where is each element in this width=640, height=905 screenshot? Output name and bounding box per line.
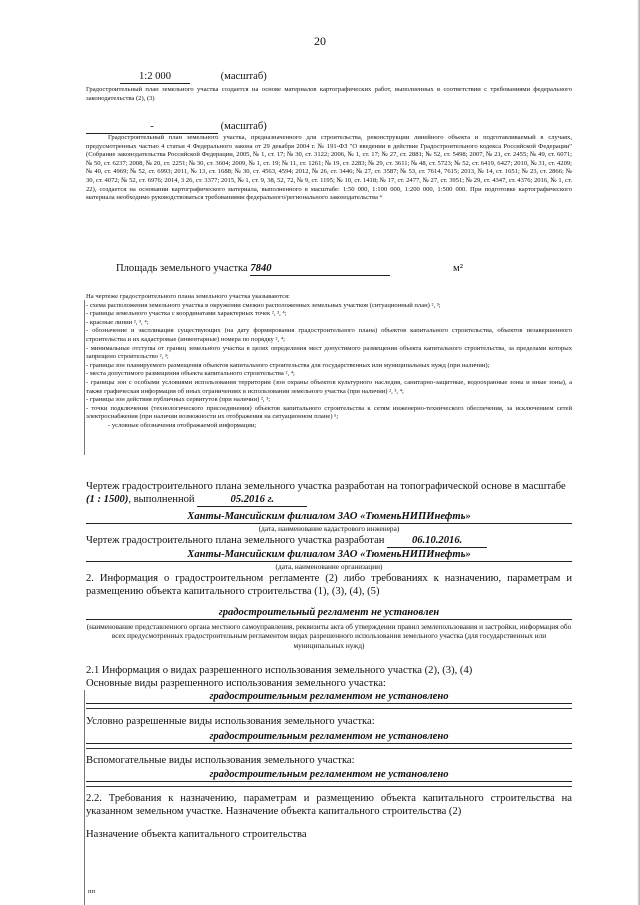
developed-date: 06.10.2016. bbox=[387, 534, 487, 548]
developed-row bbox=[86, 534, 572, 548]
scale2-value: - bbox=[86, 120, 218, 134]
developed-org: Ханты-Мансийским филиалом ЗАО «ТюменьНИПИнефть» bbox=[86, 548, 572, 562]
section21-cond-value: градостроительным регламентом не установлено bbox=[86, 730, 572, 744]
drawing-items bbox=[86, 293, 572, 431]
section21-main-label: Основные виды разрешенного использования земельного участка: bbox=[86, 678, 386, 689]
section21-aux-value: градостроительным регламентом не установлено bbox=[86, 768, 572, 782]
developed-caption: (дата, наименование организации) bbox=[275, 562, 383, 571]
section2-caption: (наименование представленного органа местного самоуправления, реквизиты акта об утверждении правил землепользования и застройки, информация обо всех предусмотренных градостроительным регламентом видах разрешенного использования земельного участка (для государственных или муниципальных нужд) bbox=[86, 622, 572, 650]
drawing-item: - точки подключения (технологического присоединения) объектов капитального строительства к сетям инженерно-технического обеспечения, за исключением сетей электроснабжения (при наличии возможности их отображения на ситуационном плане) ⁵; bbox=[86, 404, 572, 421]
scale1-text: Градостроительный план земельного участка создается на основе материалов картографических работ, выполненных в соответствии с требованиями федерального законодательства (2), (3) bbox=[86, 86, 572, 102]
divider-line bbox=[86, 748, 572, 749]
section22-purpose-label: Назначение объекта капитального строительства bbox=[86, 829, 307, 840]
section2-text: 2. Информация о градостроительном регламенте (2) либо требованиях к назначению, параметрам и размещению объекта капитального строительства (1), (3), (4), (5) bbox=[86, 573, 572, 597]
divider-line bbox=[86, 708, 572, 709]
scale2-row bbox=[86, 120, 572, 134]
scale1-label: (масштаб) bbox=[220, 71, 267, 82]
section21-aux-label: Вспомогательные виды использования земельного участка: bbox=[86, 755, 355, 766]
drawing-item: - красные линии ², ³, ⁴; bbox=[86, 318, 149, 326]
drawing-item: - границы зон действия публичных сервитутов (при наличии) ², ³; bbox=[86, 396, 271, 404]
drawing-item: - границы земельного участка с координатами характерных точек ², ³, ⁴; bbox=[86, 310, 287, 318]
area-row bbox=[116, 262, 536, 276]
page-number: 20 bbox=[314, 34, 326, 48]
developed-text: Чертеж градостроительного плана земельного участка разработан bbox=[86, 535, 385, 546]
drawing-item: - места допустимого размещения объекта капитального строительства ², ⁴; bbox=[86, 370, 295, 378]
footer-mark: пп bbox=[88, 888, 96, 895]
area-value: 7840 bbox=[250, 262, 390, 276]
topo-done-label: , выполненной bbox=[128, 494, 195, 505]
drawing-item: - обозначение и экспликация существующих (на дату формирования градостроительного плана) объектов капитального строительства, объектов незавершенного строительства и их кадастровые (инвентарные) номера по порядку ², ⁴; bbox=[86, 327, 572, 343]
section22-text: 2.2. Требования к назначению, параметрам и размещению объекта капитального строительства на указанном земельном участке. Назначение объекта капитального строительства (2) bbox=[86, 793, 572, 817]
area-unit: м² bbox=[453, 263, 463, 274]
topo-date: 05.2016 г. bbox=[197, 493, 307, 507]
drawing-item: На чертеже градостроительного плана земельного участка указываются: bbox=[86, 293, 290, 300]
scale1-row bbox=[86, 70, 572, 84]
topo-caption: (дата, наименование кадастрового инженера) bbox=[258, 524, 400, 533]
topo-org: Ханты-Мансийским филиалом ЗАО «ТюменьНИПИнефть» bbox=[86, 510, 572, 524]
scale2-text: Градостроительный план земельного участка, предназначенного для строительства, реконструкции линейного объекта и подготавливаемый в случаях, предусмотренных частью 4 статьи 4 Федерального закона от 29 декабря 2004 г. № 191-ФЗ "О введении в действие Градостроительного кодекса Российской Федерации" (Собрание законодательства Российской Федерации, 2005, № 1, ст. 17; № 30, ст. 3122; 2006, № 1, ст. 17; № 27, ст. 2881; № 52, ст. 5498; 2007, № 21, ст. 2455; № 49, ст. 6071; № 50, ст. 6237; 2008, № 20, ст. 2251; № 30, ст. 3604; 2009, № 1, ст. 19; № 11, ст. 1261; № 19, ст. 2283; № 29, ст. 3611; № 48, ст. 5723; № 52, ст. 6419, 6427; 2010, № 31, ст. 4209; № 40, ст. 4969; № 52, ст. 6993; 2011, № 13, ст. 1688; № 30, ст. 4563, 4594; 2012, № 26, ст. 3446; № 27, ст. 3587; № 53, ст. 7614, 7615; 2013, № 14, ст. 1651; № 23, ст. 2866; № 30, ст. 4072; № 52, ст. 6976; 2014, 3 26, ст. 3377; 2015, № 1, ст. 9, 38, 52, 72, № 9, ст. 1195; № 10, ст. 1418; № 17, ст. 2477, № 27, ст. 3951; № 29, ст. 4347, ст. 4376; 2016, № 1, ст. 22), создается на основании картографического материала, выполненного в масштабе: 1:50 000, 1:100 000, 1:200 000, 1:500 000. При подготовке картографического материала необходимо руководствоваться требованиями федерального/регионального законодательства ⁴ bbox=[86, 134, 572, 202]
margin-line bbox=[84, 300, 85, 455]
margin-line bbox=[84, 690, 85, 905]
section2-value: градостроительный регламент не установлен bbox=[86, 606, 572, 620]
drawing-item: - условные обозначения отображаемой информации; bbox=[108, 421, 257, 429]
section21-main-value: градостроительным регламентом не установлено bbox=[86, 690, 572, 704]
scale1-value: 1:2 000 bbox=[120, 70, 190, 84]
scale2-label: (масштаб) bbox=[220, 121, 267, 132]
topo-block bbox=[86, 480, 572, 507]
drawing-item: - минимальные отступы от границ земельного участка в целях определения мест допустимого размещения объекта капитального строительства, за пределами которых запрещено строительство ², ³; bbox=[86, 344, 572, 361]
drawing-item: - границы зон с особыми условиями использования территории (зон охраны объектов культурного наследия, санитарно-защитные, водоохранные зоны и иные зоны), а также графическая информация об иных ограничениях в использовании земельного участка (при наличии) ², ³, ⁴; bbox=[86, 378, 572, 395]
section21-cond-label: Условно разрешенные виды использования земельного участка: bbox=[86, 716, 375, 727]
drawing-item: - схема расположения земельного участка в окружении смежно расположенных земельных участков (ситуационный план) ², ³; bbox=[86, 301, 441, 309]
topo-text: Чертеж градостроительного плана земельного участка разработан на топографической основе в масштабе bbox=[86, 481, 566, 492]
drawing-item: - границы зон планируемого размещения объектов капитального строительства для государственных или муниципальных нужд (при наличии); bbox=[86, 361, 490, 369]
area-label: Площадь земельного участка bbox=[116, 263, 248, 274]
topo-scale: (1 : 1500) bbox=[86, 494, 129, 505]
divider-line bbox=[86, 786, 572, 787]
section21-title: 2.1 Информация о видах разрешенного использования земельного участка (2), (3), (4) bbox=[86, 665, 473, 676]
